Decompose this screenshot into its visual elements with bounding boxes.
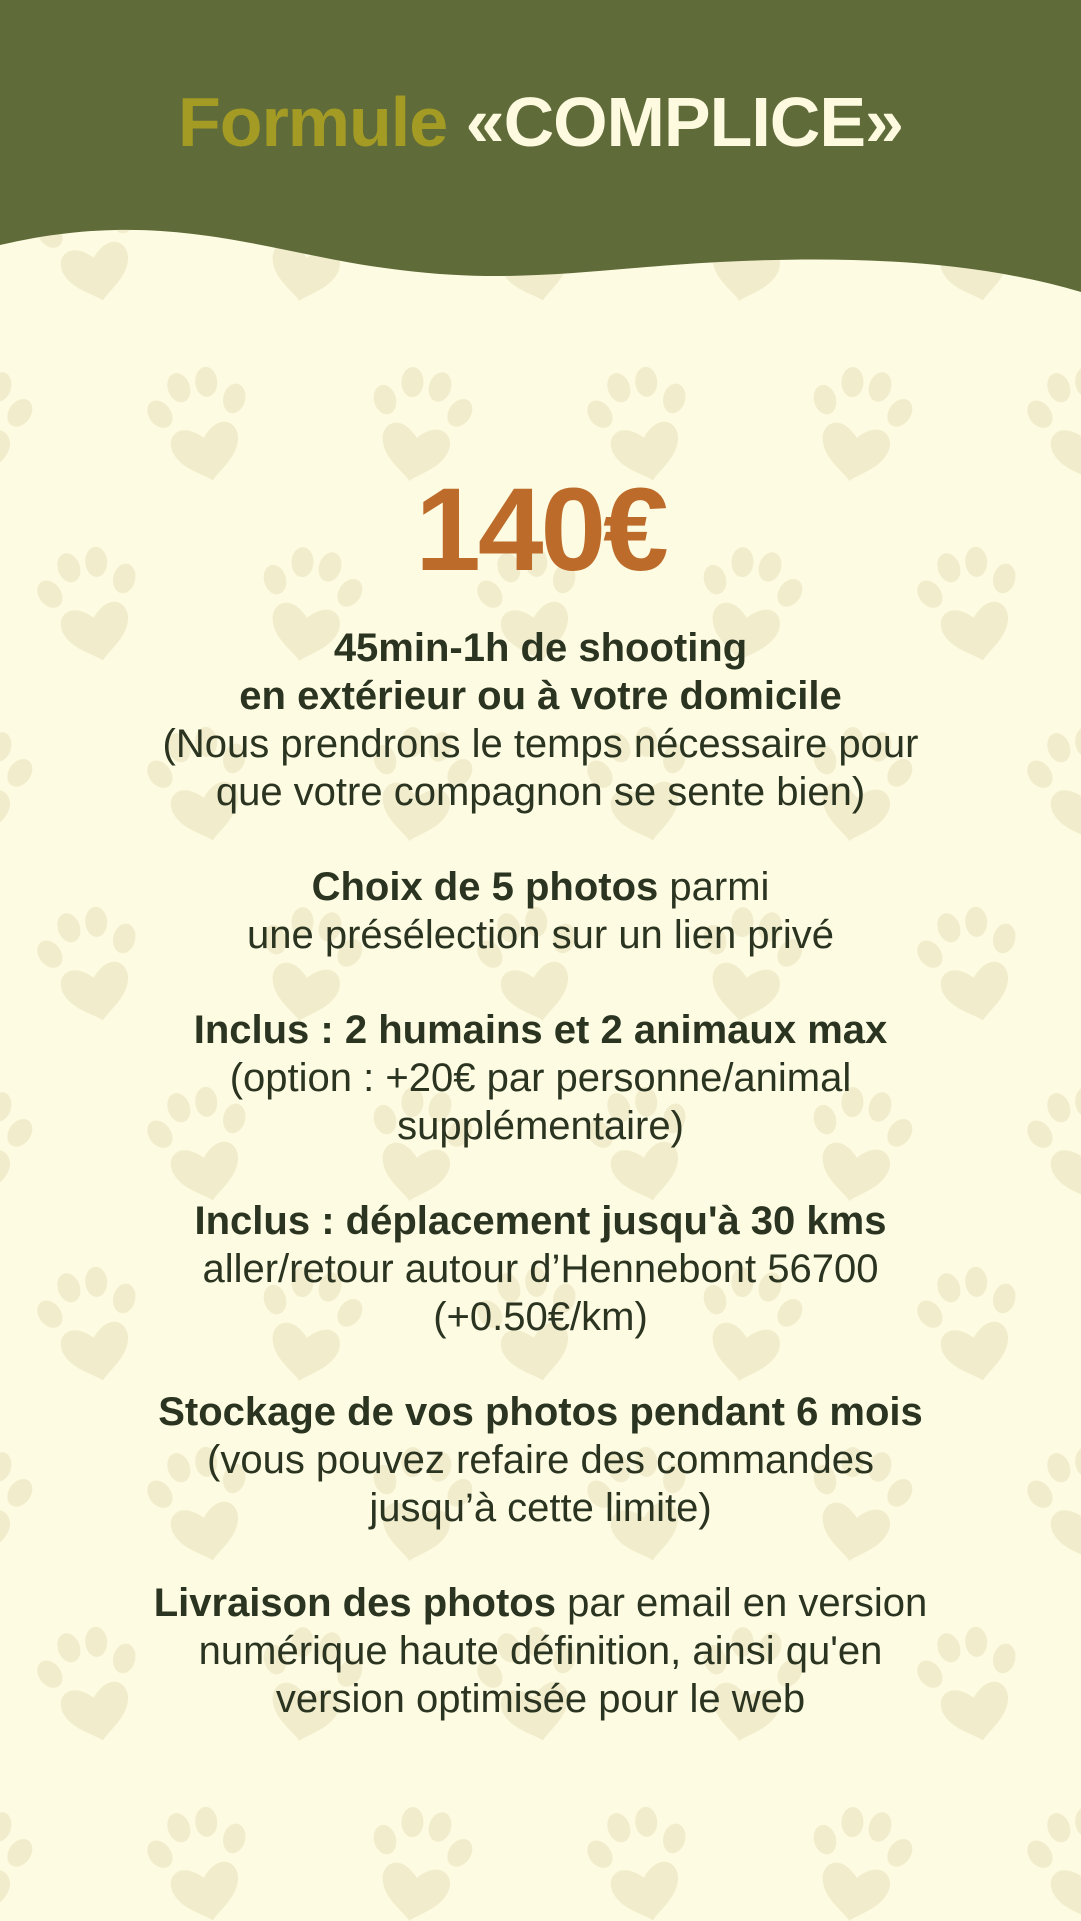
- paw-print-icon: [0, 1799, 43, 1921]
- feature-text: supplémentaire): [397, 1104, 684, 1148]
- feature-line: [80, 1054, 1001, 1102]
- feature-bold-text: Livraison des photos: [153, 1581, 556, 1625]
- feature-item: [80, 1006, 1001, 1150]
- feature-line: [80, 1484, 1001, 1532]
- feature-line: [80, 1006, 1001, 1054]
- feature-text: (option : +20€ par personne/animal: [229, 1056, 852, 1100]
- feature-line: [80, 720, 1001, 768]
- paw-print-icon: [796, 1799, 923, 1921]
- title-complice: «COMPLICE»: [465, 83, 903, 161]
- feature-line: [80, 1627, 1001, 1675]
- feature-line: [80, 1245, 1001, 1293]
- paw-print-icon: [356, 1799, 483, 1921]
- feature-item: [80, 624, 1001, 816]
- feature-line: [80, 768, 1001, 816]
- feature-line: [80, 1675, 1001, 1723]
- feature-text: aller/retour autour d’Hennebont 56700: [202, 1247, 879, 1291]
- feature-line: [80, 1579, 1001, 1627]
- feature-text: numérique haute définition, ainsi qu'en: [198, 1629, 883, 1673]
- features-list: [80, 624, 1001, 1770]
- feature-bold-text: Stockage de vos photos pendant 6 mois: [158, 1390, 923, 1434]
- feature-text: (+0.50€/km): [433, 1295, 648, 1339]
- page-title: [0, 82, 1081, 162]
- feature-line: [80, 1388, 1001, 1436]
- feature-text: (Nous prendrons le temps nécessaire pour: [162, 722, 919, 766]
- feature-item: [80, 1579, 1001, 1723]
- feature-item: [80, 1197, 1001, 1341]
- feature-bold-text: 45min-1h de shooting: [333, 626, 748, 670]
- feature-line: [80, 863, 1001, 911]
- feature-text: version optimisée pour le web: [275, 1677, 806, 1721]
- feature-text: que votre compagnon se sente bien): [215, 770, 866, 814]
- title-formule: Formule: [178, 83, 448, 161]
- feature-bold-text: Inclus : 2 humains et 2 animaux max: [193, 1008, 888, 1052]
- paw-print-icon: [0, 719, 43, 851]
- feature-line: [80, 672, 1001, 720]
- feature-line: [80, 1197, 1001, 1245]
- feature-item: [80, 1388, 1001, 1532]
- feature-bold-text: en extérieur ou à votre domicile: [239, 674, 842, 718]
- paw-print-icon: [0, 1079, 43, 1211]
- feature-text: parmi: [658, 865, 770, 909]
- feature-line: [80, 911, 1001, 959]
- feature-text: (vous pouvez refaire des commandes: [207, 1438, 874, 1482]
- paw-print-icon: [1016, 1437, 1081, 1571]
- feature-bold-text: Inclus : déplacement jusqu'à 30 kms: [194, 1199, 887, 1243]
- feature-item: [80, 863, 1001, 959]
- price-label: 140€: [415, 464, 666, 596]
- paw-print-icon: [136, 1797, 266, 1921]
- feature-line: [80, 1293, 1001, 1341]
- feature-text: jusqu’à cette limite): [369, 1486, 712, 1530]
- feature-bold-text: Choix de 5 photos: [311, 865, 659, 909]
- paw-print-icon: [576, 1797, 706, 1921]
- paw-print-icon: [0, 1439, 43, 1571]
- feature-text: par email en version: [556, 1581, 928, 1625]
- feature-line: [80, 1102, 1001, 1150]
- feature-text: une présélection sur un lien privé: [246, 913, 834, 957]
- paw-print-icon: [1016, 1797, 1081, 1921]
- feature-line: [80, 1436, 1001, 1484]
- paw-print-icon: [1016, 1077, 1081, 1211]
- paw-print-icon: [1016, 717, 1081, 851]
- feature-line: [80, 624, 1001, 672]
